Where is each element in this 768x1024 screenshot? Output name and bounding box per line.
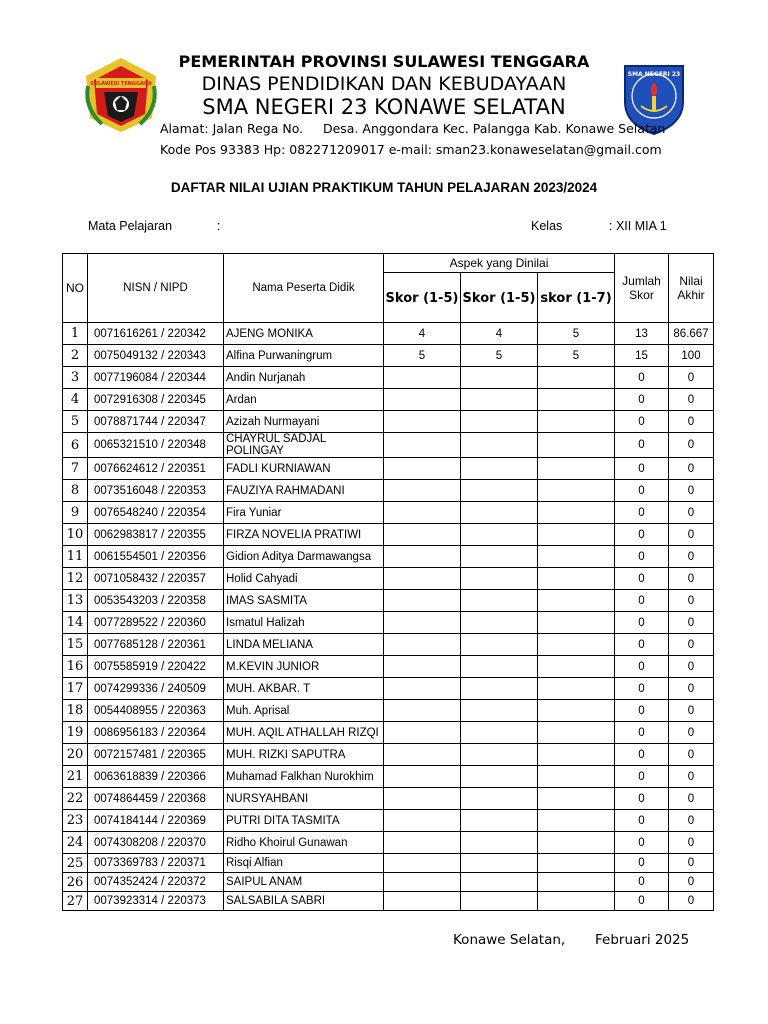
row-nilai: 0 bbox=[669, 411, 714, 433]
subject-separator: : bbox=[217, 219, 221, 233]
col-nisn: NISN / NIPD bbox=[88, 254, 224, 323]
row-skor-3 bbox=[538, 546, 615, 568]
row-no: 21 bbox=[63, 766, 88, 788]
row-skor-3 bbox=[538, 832, 615, 854]
row-no: 6 bbox=[63, 433, 88, 458]
table-row bbox=[63, 433, 714, 458]
row-skor-2 bbox=[461, 700, 538, 722]
header-contact: Kode Pos 93383 Hp: 082271209017 e-mail: sman23.konaweselatan@gmail.com bbox=[160, 142, 662, 157]
row-jumlah: 13 bbox=[615, 323, 669, 345]
row-skor-3 bbox=[538, 700, 615, 722]
row-nisn: 0077196084 / 220344 bbox=[88, 367, 224, 389]
row-jumlah: 0 bbox=[615, 873, 669, 892]
row-name: AJENG MONIKA bbox=[224, 323, 384, 345]
row-skor-2 bbox=[461, 722, 538, 744]
row-name: LINDA MELIANA bbox=[224, 634, 384, 656]
row-no: 14 bbox=[63, 612, 88, 634]
row-name: Muh. Aprisal bbox=[224, 700, 384, 722]
row-no: 23 bbox=[63, 810, 88, 832]
row-no: 10 bbox=[63, 524, 88, 546]
col-skor-2: Skor (1-5) bbox=[461, 273, 538, 323]
row-no: 7 bbox=[63, 458, 88, 480]
row-name: FADLI KURNIAWAN bbox=[224, 458, 384, 480]
col-skor-3: skor (1-7) bbox=[538, 273, 615, 323]
header-school-name: SMA NEGERI 23 KONAWE SELATAN bbox=[202, 95, 566, 119]
province-logo-text: SULAWESI TENGGARA bbox=[90, 81, 152, 87]
table-row bbox=[63, 458, 714, 480]
row-nisn: 0071616261 / 220342 bbox=[88, 323, 224, 345]
row-skor-3 bbox=[538, 367, 615, 389]
row-name: Gidion Aditya Darmawangsa bbox=[224, 546, 384, 568]
row-skor-2: 4 bbox=[461, 323, 538, 345]
row-jumlah: 0 bbox=[615, 568, 669, 590]
row-name: Holid Cahyadi bbox=[224, 568, 384, 590]
col-no: NO bbox=[63, 254, 88, 323]
row-nisn: 0074299336 / 240509 bbox=[88, 678, 224, 700]
table-row bbox=[63, 656, 714, 678]
row-nisn: 0065321510 / 220348 bbox=[88, 433, 224, 458]
row-skor-2 bbox=[461, 389, 538, 411]
row-skor-3 bbox=[538, 678, 615, 700]
row-nisn: 0074184144 / 220369 bbox=[88, 810, 224, 832]
row-skor-1 bbox=[384, 854, 461, 873]
table-row bbox=[63, 810, 714, 832]
row-nisn: 0061554501 / 220356 bbox=[88, 546, 224, 568]
row-skor-2 bbox=[461, 766, 538, 788]
row-no: 25 bbox=[63, 854, 88, 873]
row-nisn: 0075585919 / 220422 bbox=[88, 656, 224, 678]
class-value: : XII MIA 1 bbox=[609, 219, 667, 233]
row-nilai: 0 bbox=[669, 524, 714, 546]
row-jumlah: 0 bbox=[615, 546, 669, 568]
row-nisn: 0071058432 / 220357 bbox=[88, 568, 224, 590]
row-skor-2 bbox=[461, 656, 538, 678]
row-no: 16 bbox=[63, 656, 88, 678]
row-jumlah: 0 bbox=[615, 411, 669, 433]
row-skor-2 bbox=[461, 854, 538, 873]
row-jumlah: 0 bbox=[615, 458, 669, 480]
row-nilai: 0 bbox=[669, 678, 714, 700]
row-nilai: 0 bbox=[669, 367, 714, 389]
row-skor-1 bbox=[384, 590, 461, 612]
table-row bbox=[63, 634, 714, 656]
row-nisn: 0077289522 / 220360 bbox=[88, 612, 224, 634]
row-jumlah: 0 bbox=[615, 590, 669, 612]
signature-date: Februari 2025 bbox=[595, 932, 690, 948]
row-skor-2 bbox=[461, 788, 538, 810]
row-no: 17 bbox=[63, 678, 88, 700]
col-skor-1: Skor (1-5) bbox=[384, 273, 461, 323]
row-no: 2 bbox=[63, 345, 88, 367]
row-no: 8 bbox=[63, 480, 88, 502]
row-nilai: 0 bbox=[669, 502, 714, 524]
table-row bbox=[63, 480, 714, 502]
row-nilai: 0 bbox=[669, 700, 714, 722]
row-nisn: 0074352424 / 220372 bbox=[88, 873, 224, 892]
row-skor-1 bbox=[384, 546, 461, 568]
row-no: 22 bbox=[63, 788, 88, 810]
row-skor-2: 5 bbox=[461, 345, 538, 367]
row-name: SAIPUL ANAM bbox=[224, 873, 384, 892]
row-skor-1 bbox=[384, 744, 461, 766]
row-nisn: 0076548240 / 220354 bbox=[88, 502, 224, 524]
row-name: CHAYRUL SADJAL POLINGAY bbox=[224, 433, 384, 458]
row-no: 1 bbox=[63, 323, 88, 345]
row-nisn: 0072916308 / 220345 bbox=[88, 389, 224, 411]
table-row bbox=[63, 367, 714, 389]
school-logo-text: SMA NEGERI 23 bbox=[627, 71, 681, 78]
row-skor-3 bbox=[538, 854, 615, 873]
table-row bbox=[63, 524, 714, 546]
row-nisn: 0053543203 / 220358 bbox=[88, 590, 224, 612]
row-nisn: 0072157481 / 220365 bbox=[88, 744, 224, 766]
row-name: Alfina Purwaningrum bbox=[224, 345, 384, 367]
row-skor-3 bbox=[538, 873, 615, 892]
table-row bbox=[63, 568, 714, 590]
row-nilai: 0 bbox=[669, 744, 714, 766]
row-skor-3 bbox=[538, 744, 615, 766]
row-skor-3 bbox=[538, 411, 615, 433]
row-nisn: 0063618839 / 220366 bbox=[88, 766, 224, 788]
row-nilai: 0 bbox=[669, 832, 714, 854]
row-nilai: 0 bbox=[669, 612, 714, 634]
row-name: FAUZIYA RAHMADANI bbox=[224, 480, 384, 502]
row-name: Ridho Khoirul Gunawan bbox=[224, 832, 384, 854]
row-name: Azizah Nurmayani bbox=[224, 411, 384, 433]
row-nilai: 0 bbox=[669, 458, 714, 480]
row-name: Muhamad Falkhan Nurokhim bbox=[224, 766, 384, 788]
row-skor-2 bbox=[461, 892, 538, 911]
table-row bbox=[63, 892, 714, 911]
row-skor-1 bbox=[384, 634, 461, 656]
row-skor-1 bbox=[384, 612, 461, 634]
row-nilai: 86.667 bbox=[669, 323, 714, 345]
row-no: 3 bbox=[63, 367, 88, 389]
row-name: Fira Yuniar bbox=[224, 502, 384, 524]
table-row bbox=[63, 788, 714, 810]
row-skor-1 bbox=[384, 480, 461, 502]
col-aspect: Aspek yang Dinilai bbox=[384, 254, 615, 273]
class-label: Kelas bbox=[531, 219, 563, 233]
table-row bbox=[63, 323, 714, 345]
row-skor-2 bbox=[461, 480, 538, 502]
row-skor-2 bbox=[461, 678, 538, 700]
row-name: IMAS SASMITA bbox=[224, 590, 384, 612]
row-no: 24 bbox=[63, 832, 88, 854]
row-nilai: 0 bbox=[669, 433, 714, 458]
row-skor-3 bbox=[538, 458, 615, 480]
table-row bbox=[63, 612, 714, 634]
row-skor-2 bbox=[461, 568, 538, 590]
table-row bbox=[63, 854, 714, 873]
row-skor-2 bbox=[461, 810, 538, 832]
row-nisn: 0075049132 / 220343 bbox=[88, 345, 224, 367]
row-no: 18 bbox=[63, 700, 88, 722]
row-nisn: 0078871744 / 220347 bbox=[88, 411, 224, 433]
row-jumlah: 0 bbox=[615, 892, 669, 911]
row-name: MUH. AQIL ATHALLAH RIZQI bbox=[224, 722, 384, 744]
row-skor-1 bbox=[384, 656, 461, 678]
row-skor-2 bbox=[461, 502, 538, 524]
row-skor-3 bbox=[538, 389, 615, 411]
row-skor-2 bbox=[461, 744, 538, 766]
row-nilai: 0 bbox=[669, 873, 714, 892]
col-jumlah: Jumlah Skor bbox=[615, 254, 669, 323]
row-skor-1 bbox=[384, 411, 461, 433]
row-nilai: 0 bbox=[669, 634, 714, 656]
row-skor-1 bbox=[384, 568, 461, 590]
row-no: 11 bbox=[63, 546, 88, 568]
row-skor-3 bbox=[538, 568, 615, 590]
row-nilai: 0 bbox=[669, 766, 714, 788]
row-no: 13 bbox=[63, 590, 88, 612]
row-name: Ardan bbox=[224, 389, 384, 411]
row-skor-3 bbox=[538, 634, 615, 656]
row-skor-1: 5 bbox=[384, 345, 461, 367]
row-nilai: 0 bbox=[669, 480, 714, 502]
row-no: 12 bbox=[63, 568, 88, 590]
table-row bbox=[63, 502, 714, 524]
row-jumlah: 0 bbox=[615, 700, 669, 722]
row-skor-2 bbox=[461, 546, 538, 568]
table-row bbox=[63, 832, 714, 854]
table-row bbox=[63, 700, 714, 722]
row-jumlah: 0 bbox=[615, 634, 669, 656]
row-nilai: 0 bbox=[669, 568, 714, 590]
row-skor-2 bbox=[461, 634, 538, 656]
row-nilai: 0 bbox=[669, 722, 714, 744]
table-row bbox=[63, 722, 714, 744]
row-nilai: 100 bbox=[669, 345, 714, 367]
row-skor-3 bbox=[538, 656, 615, 678]
row-skor-3 bbox=[538, 788, 615, 810]
row-nilai: 0 bbox=[669, 389, 714, 411]
row-skor-1 bbox=[384, 458, 461, 480]
subject-label: Mata Pelajaran bbox=[88, 219, 173, 233]
row-skor-3 bbox=[538, 766, 615, 788]
row-skor-1 bbox=[384, 766, 461, 788]
table-row bbox=[63, 678, 714, 700]
row-no: 19 bbox=[63, 722, 88, 744]
row-skor-2 bbox=[461, 433, 538, 458]
row-jumlah: 0 bbox=[615, 788, 669, 810]
row-nisn: 0077685128 / 220361 bbox=[88, 634, 224, 656]
row-skor-2 bbox=[461, 832, 538, 854]
row-name: SALSABILA SABRI bbox=[224, 892, 384, 911]
row-skor-3 bbox=[538, 810, 615, 832]
row-nilai: 0 bbox=[669, 656, 714, 678]
row-skor-2 bbox=[461, 411, 538, 433]
row-jumlah: 15 bbox=[615, 345, 669, 367]
table-row bbox=[63, 345, 714, 367]
row-name: M.KEVIN JUNIOR bbox=[224, 656, 384, 678]
row-no: 15 bbox=[63, 634, 88, 656]
row-nilai: 0 bbox=[669, 788, 714, 810]
table-row bbox=[63, 411, 714, 433]
row-name: Risqi Alfian bbox=[224, 854, 384, 873]
col-name: Nama Peserta Didik bbox=[224, 254, 384, 323]
row-name: NURSYAHBANI bbox=[224, 788, 384, 810]
row-nisn: 0074864459 / 220368 bbox=[88, 788, 224, 810]
row-nisn: 0074308208 / 220370 bbox=[88, 832, 224, 854]
row-jumlah: 0 bbox=[615, 832, 669, 854]
row-skor-1 bbox=[384, 678, 461, 700]
row-skor-2 bbox=[461, 590, 538, 612]
row-skor-3 bbox=[538, 502, 615, 524]
row-no: 27 bbox=[63, 892, 88, 911]
row-skor-1 bbox=[384, 524, 461, 546]
row-skor-2 bbox=[461, 612, 538, 634]
table-row bbox=[63, 766, 714, 788]
row-no: 26 bbox=[63, 873, 88, 892]
header-address: Alamat: Jalan Rega No. Desa. Anggondara Kec. Palangga Kab. Konawe Selatan bbox=[160, 121, 666, 136]
grades-table bbox=[62, 253, 714, 911]
row-nilai: 0 bbox=[669, 590, 714, 612]
row-skor-2 bbox=[461, 458, 538, 480]
row-no: 9 bbox=[63, 502, 88, 524]
row-skor-1 bbox=[384, 810, 461, 832]
row-jumlah: 0 bbox=[615, 389, 669, 411]
row-jumlah: 0 bbox=[615, 367, 669, 389]
row-jumlah: 0 bbox=[615, 766, 669, 788]
row-skor-1 bbox=[384, 389, 461, 411]
row-nisn: 0062983817 / 220355 bbox=[88, 524, 224, 546]
table-row bbox=[63, 873, 714, 892]
row-skor-3 bbox=[538, 892, 615, 911]
row-name: Andin Nurjanah bbox=[224, 367, 384, 389]
row-no: 4 bbox=[63, 389, 88, 411]
row-skor-3 bbox=[538, 590, 615, 612]
row-no: 20 bbox=[63, 744, 88, 766]
row-no: 5 bbox=[63, 411, 88, 433]
table-row bbox=[63, 744, 714, 766]
row-skor-3 bbox=[538, 524, 615, 546]
row-jumlah: 0 bbox=[615, 854, 669, 873]
row-jumlah: 0 bbox=[615, 612, 669, 634]
row-name: FIRZA NOVELIA PRATIWI bbox=[224, 524, 384, 546]
row-nisn: 0076624612 / 220351 bbox=[88, 458, 224, 480]
header-government: PEMERINTAH PROVINSI SULAWESI TENGGARA bbox=[178, 52, 590, 71]
row-skor-1: 4 bbox=[384, 323, 461, 345]
row-skor-3: 5 bbox=[538, 345, 615, 367]
header-department: DINAS PENDIDIKAN DAN KEBUDAYAAN bbox=[201, 73, 567, 95]
row-nisn: 0073516048 / 220353 bbox=[88, 480, 224, 502]
row-skor-2 bbox=[461, 367, 538, 389]
row-skor-1 bbox=[384, 892, 461, 911]
row-skor-3 bbox=[538, 480, 615, 502]
row-skor-3 bbox=[538, 612, 615, 634]
row-jumlah: 0 bbox=[615, 433, 669, 458]
row-jumlah: 0 bbox=[615, 722, 669, 744]
row-skor-1 bbox=[384, 873, 461, 892]
table-row bbox=[63, 546, 714, 568]
row-nilai: 0 bbox=[669, 854, 714, 873]
row-skor-1 bbox=[384, 433, 461, 458]
row-jumlah: 0 bbox=[615, 678, 669, 700]
row-nisn: 0073369783 / 220371 bbox=[88, 854, 224, 873]
row-jumlah: 0 bbox=[615, 480, 669, 502]
row-nilai: 0 bbox=[669, 892, 714, 911]
row-skor-2 bbox=[461, 873, 538, 892]
row-name: MUH. AKBAR. T bbox=[224, 678, 384, 700]
row-skor-2 bbox=[461, 524, 538, 546]
row-nilai: 0 bbox=[669, 810, 714, 832]
row-nisn: 0073923314 / 220373 bbox=[88, 892, 224, 911]
row-skor-1 bbox=[384, 832, 461, 854]
row-name: PUTRI DITA TASMITA bbox=[224, 810, 384, 832]
row-jumlah: 0 bbox=[615, 524, 669, 546]
row-skor-1 bbox=[384, 788, 461, 810]
row-skor-1 bbox=[384, 700, 461, 722]
col-nilai: Nilai Akhir bbox=[669, 254, 714, 323]
row-skor-3 bbox=[538, 722, 615, 744]
document-title: DAFTAR NILAI UJIAN PRAKTIKUM TAHUN PELAJARAN 2023/2024 bbox=[170, 180, 598, 195]
row-skor-1 bbox=[384, 367, 461, 389]
row-nisn: 0054408955 / 220363 bbox=[88, 700, 224, 722]
row-nisn: 0086956183 / 220364 bbox=[88, 722, 224, 744]
row-jumlah: 0 bbox=[615, 810, 669, 832]
row-jumlah: 0 bbox=[615, 744, 669, 766]
row-skor-1 bbox=[384, 502, 461, 524]
row-skor-3: 5 bbox=[538, 323, 615, 345]
row-jumlah: 0 bbox=[615, 656, 669, 678]
row-name: Ismatul Halizah bbox=[224, 612, 384, 634]
row-skor-1 bbox=[384, 722, 461, 744]
row-nilai: 0 bbox=[669, 546, 714, 568]
row-jumlah: 0 bbox=[615, 502, 669, 524]
table-row bbox=[63, 590, 714, 612]
row-skor-3 bbox=[538, 433, 615, 458]
table-row bbox=[63, 389, 714, 411]
signature-place: Konawe Selatan, bbox=[453, 932, 566, 948]
row-name: MUH. RIZKI SAPUTRA bbox=[224, 744, 384, 766]
